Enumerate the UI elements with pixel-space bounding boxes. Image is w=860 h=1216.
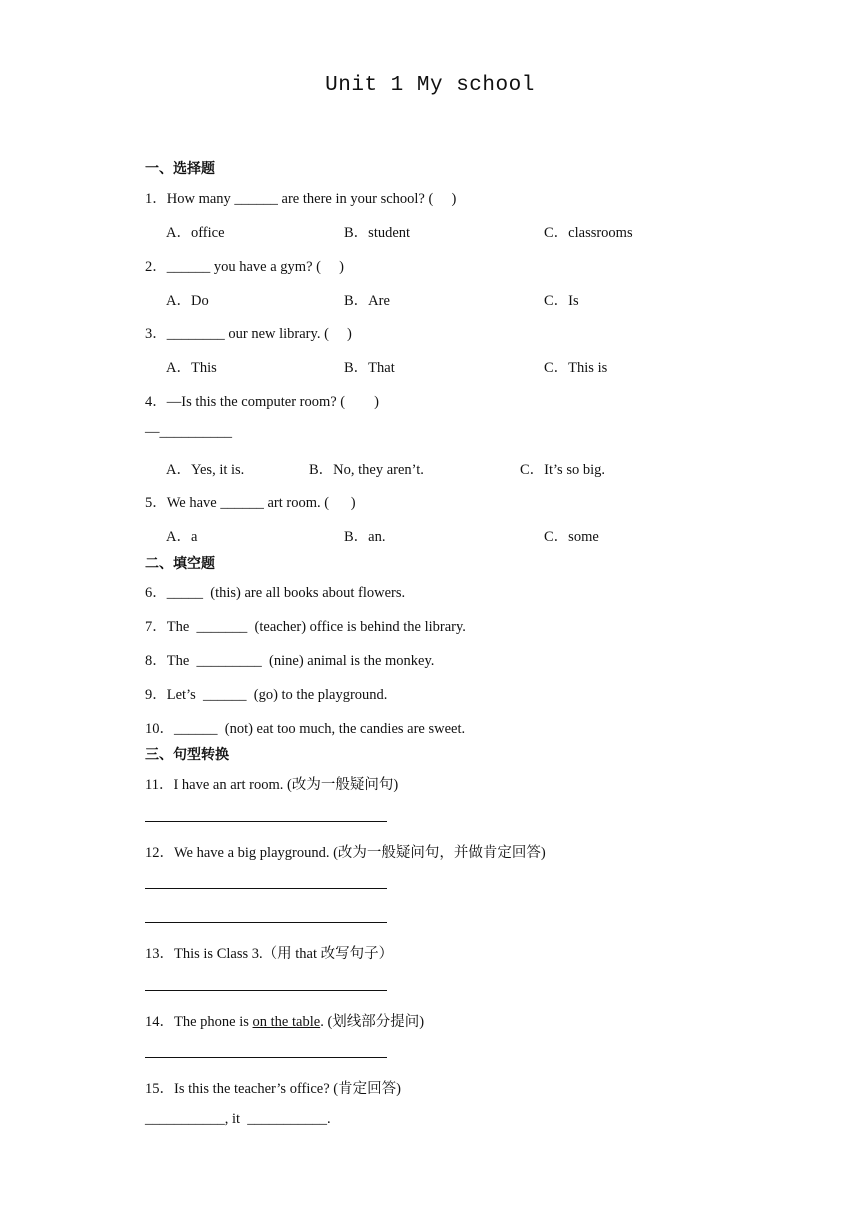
question-6: 6．_____ (this) are all books about flowers. — [145, 585, 406, 601]
question-12: 12．We have a big playground. (改为一般疑问句，并做肯定回答) — [145, 845, 546, 861]
answer-line-12a — [145, 888, 387, 889]
page-title: Unit 1 My school — [325, 74, 535, 97]
question-14 — [145, 1010, 424, 1031]
q1-option-b: B．student — [344, 225, 411, 241]
q1-option-a: A．office — [166, 225, 225, 241]
section-heading-fill-blank: 二、填空题 — [145, 556, 215, 572]
question-11: 11．I have an art room. (改为一般疑问句) — [145, 777, 399, 793]
answer-line-11 — [145, 821, 387, 822]
question-14-suffix: . (划线部分提问) — [320, 1014, 425, 1030]
question-7: 7．The _______ (teacher) office is behind the library. — [145, 619, 466, 635]
question-9: 9．Let’s ______ (go) to the playground. — [145, 687, 388, 703]
q4-option-a: A．Yes, it is. — [166, 462, 245, 478]
question-14-prefix: 14．The phone is — [145, 1014, 253, 1030]
question-15-answer: ___________, it ___________. — [145, 1111, 331, 1127]
q4-option-c: C．It’s so big. — [520, 462, 605, 478]
q1-option-c: C．classrooms — [544, 225, 633, 241]
question-14-underlined: on the table — [252, 1014, 321, 1030]
q5-option-c: C．some — [544, 529, 599, 545]
question-3: 3．________ our new library. ( ) — [145, 326, 352, 342]
q3-option-b: B．That — [344, 360, 395, 376]
section-heading-choice: 一、选择题 — [145, 161, 215, 177]
question-10: 10．______ (not) eat too much, the candies are sweet. — [145, 721, 466, 737]
q2-option-a: A．Do — [166, 293, 209, 309]
answer-line-12b — [145, 922, 387, 923]
answer-line-14 — [145, 1057, 387, 1058]
question-13: 13．This is Class 3.（用 that 改写句子） — [145, 946, 394, 962]
question-8: 8．The _________ (nine) animal is the monkey. — [145, 653, 435, 669]
answer-line-13 — [145, 990, 387, 991]
question-1: 1．How many ______ are there in your school? ( ) — [145, 191, 457, 207]
question-15: 15．Is this the teacher’s office? (肯定回答) — [145, 1081, 401, 1097]
question-5: 5．We have ______ art room. ( ) — [145, 495, 356, 511]
q3-option-a: A．This — [166, 360, 217, 376]
section-heading-sentence-transform: 三、句型转换 — [145, 747, 229, 763]
q5-option-b: B．an. — [344, 529, 386, 545]
q5-option-a: A．a — [166, 529, 198, 545]
question-2: 2．______ you have a gym? ( ) — [145, 259, 344, 275]
question-4: 4．—Is this the computer room? ( ) — [145, 394, 379, 410]
q4-option-b: B．No, they aren’t. — [309, 462, 424, 478]
question-4-response: —__________ — [145, 424, 232, 440]
q2-option-c: C．Is — [544, 293, 579, 309]
q2-option-b: B．Are — [344, 293, 390, 309]
q3-option-c: C．This is — [544, 360, 608, 376]
